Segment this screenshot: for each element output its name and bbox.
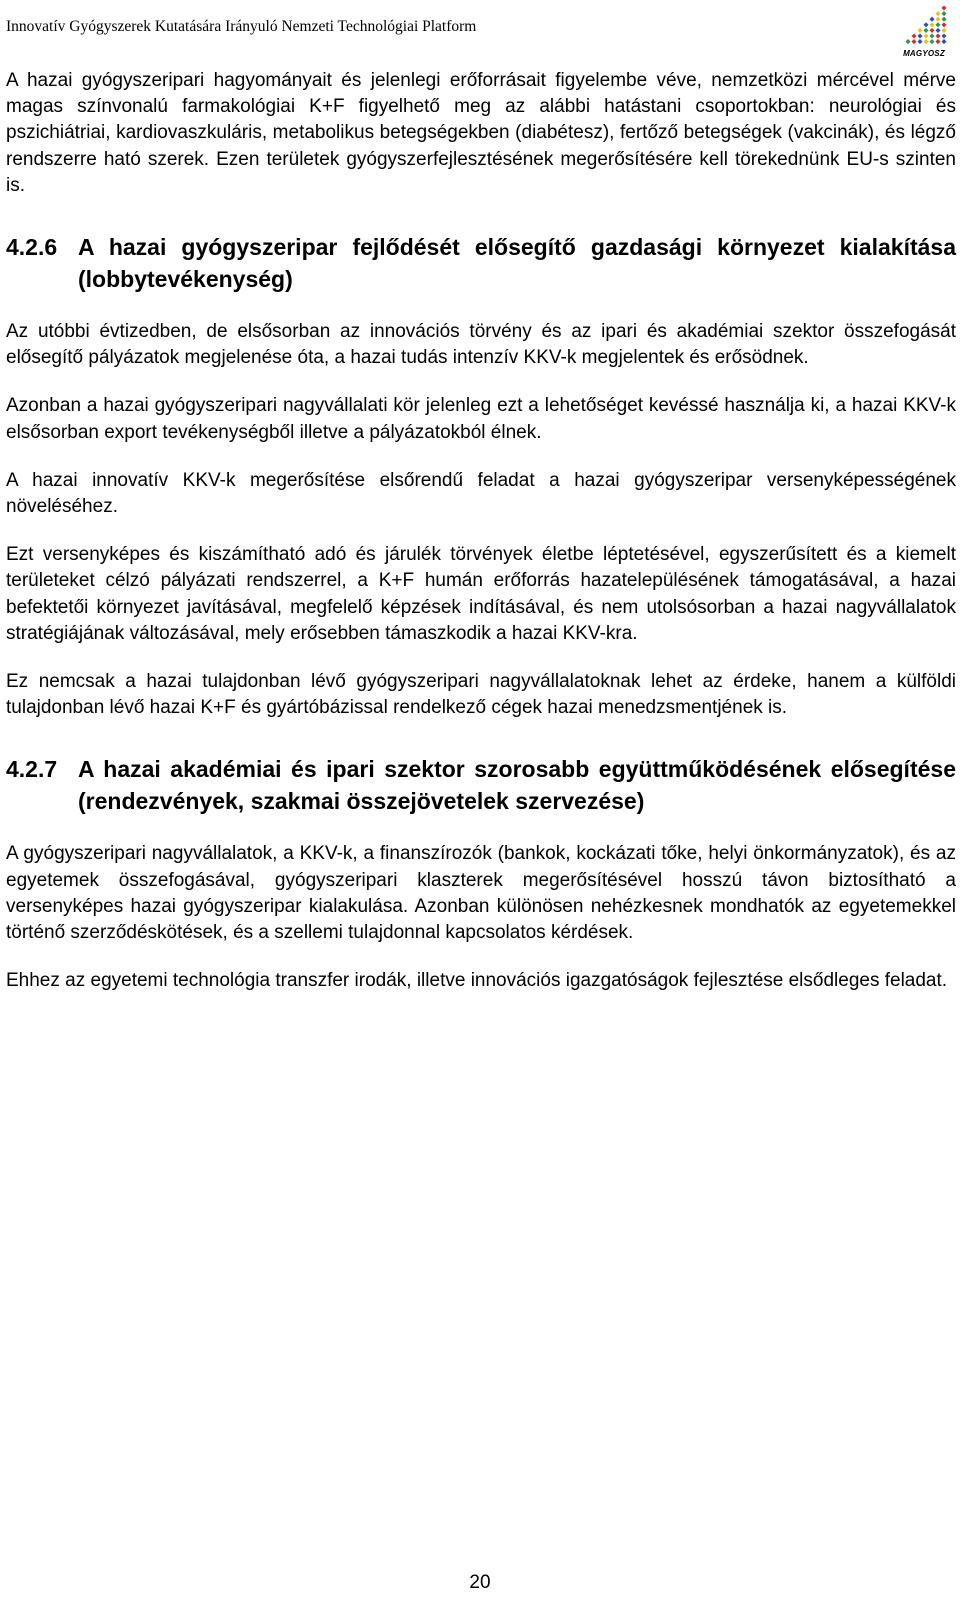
logo-dot — [929, 22, 934, 27]
header-title: Innovatív Gyógyszerek Kutatására Irányuló Nemzeti Technológiai Platform — [6, 18, 477, 35]
logo-dot — [929, 33, 934, 38]
section-number: 4.2.7 — [6, 756, 58, 783]
logo-dot — [923, 28, 928, 33]
logo-dot — [911, 39, 916, 44]
page-number: 20 — [469, 1572, 491, 1593]
logo-wordmark: MAGYOSZ — [903, 49, 945, 58]
section-426-paragraph: Ezt versenyképes és kiszámítható adó és járulék törvények életbe léptetésével, egyszerűsített és a kiemelt területeket célzó pályázati rendszerrel, a K+F humán erőforrás hazatelepülésének támogatásával, a hazai befektetői környezet javításával, megfelelő képzések indításával, és nem utolsósorban a hazai nagyvállalatok stratégiájának változásával, mely erősebben támaszkodik a hazai KKV-kra. — [6, 544, 956, 644]
logo-dot — [935, 28, 940, 33]
document-body — [6, 68, 956, 1016]
logo-dot — [941, 22, 946, 27]
intro-paragraph: A hazai gyógyszeripari hagyományait és jelenlegi erőforrásait figyelembe véve, nemzetközi mércével mérve magas színvonalú farmakológiai K+F figyelhető meg az alábbi hatástani csoportokban: neurológiai és pszichiátriai, kardiovaszkuláris, metabolikus betegségekben (diabétesz), fertőző betegségek (vakcinák), és légző rendszerre ható szerek. Ezen területek gyógyszerfejlesztésének megerősítésére kell törekednünk EU-s szinten is. — [6, 70, 956, 196]
logo-dot — [941, 5, 946, 10]
section-heading-4-2-6 — [6, 231, 956, 295]
section-427-paragraph: Ehhez az egyetemi technológia transzfer irodák, illetve innovációs igazgatóságok fejlesztése elsődleges feladat. — [6, 970, 948, 992]
logo-dot — [917, 39, 922, 44]
logo-dots-icon — [900, 4, 948, 46]
section-426-paragraph: A hazai innovatív KKV-k megerősítése elsőrendű feladat a hazai gyógyszeripar versenyképességének növeléséhez. — [6, 469, 956, 518]
logo-dot — [941, 11, 946, 16]
logo-dot — [917, 33, 922, 38]
logo-dot — [941, 17, 946, 22]
section-427-paragraph: A gyógyszeripari nagyvállalatok, a KKV-k, a finanszírozók (bankok, kockázati tőke, helyi önkormányzatok), és az egyetemek összefogásával, gyógyszeripari klaszterek megerősítésével hosszú távon biztosítható a versenyképes hazai gyógyszeripar kialakulása. Azonban különösen nehézkesnek mondhatók az egyetemekkel történő szerződéskötések, és a szellemi tulajdonnal kapcsolatos kérdések. — [6, 843, 956, 944]
section-title: A hazai gyógyszeripar fejlődését elősegítő gazdasági környezet kialakítása (lobbytevékenység) — [78, 234, 956, 293]
logo-dot — [935, 33, 940, 38]
logo-dot — [917, 28, 922, 33]
logo-dot — [929, 28, 934, 33]
logo-dot — [935, 17, 940, 22]
logo-dot — [923, 33, 928, 38]
logo-dot — [923, 22, 928, 27]
section-426-paragraph: Az utóbbi évtizedben, de elsősorban az innovációs törvény és az ipari és akadémiai szektor összefogását elősegítő pályázatok megjelenése óta, a hazai tudás intenzív KKV-k megjelentek és erősödnek. — [6, 321, 956, 369]
logo-dot — [941, 28, 946, 33]
section-heading-4-2-7 — [6, 753, 956, 817]
section-426-paragraph: Ez nemcsak a hazai tulajdonban lévő gyógyszeripari nagyvállalatoknak lehet az érdeke, hanem a külföldi tulajdonban lévő hazai K+F és gyártóbázissal rendelkező cégek hazai menedzsmentjének is. — [6, 671, 956, 719]
section-number: 4.2.6 — [6, 234, 58, 261]
section-title: A hazai akadémiai és ipari szektor szorosabb együttműködésének elősegítése (rendezvények, szakmai összejövetelek szervezése) — [78, 756, 956, 815]
section-426-paragraph: Azonban a hazai gyógyszeripari nagyvállalati kör jelenleg ezt a lehetőséget kevéssé használja ki, a hazai KKV-k elsősorban export tevékenységből illetve a pályázatokból élnek. — [6, 395, 956, 443]
logo-dot — [929, 39, 934, 44]
logo-dot — [923, 39, 928, 44]
logo-dot — [905, 39, 910, 44]
logo-dot — [935, 11, 940, 16]
logo-dot — [929, 17, 934, 22]
logo-dot — [935, 22, 940, 27]
logo-dot — [911, 33, 916, 38]
logo-dot — [935, 39, 940, 44]
page-header — [6, 12, 954, 60]
logo-dot — [941, 39, 946, 44]
magyosz-logo-icon — [900, 4, 948, 56]
logo-dot — [941, 33, 946, 38]
